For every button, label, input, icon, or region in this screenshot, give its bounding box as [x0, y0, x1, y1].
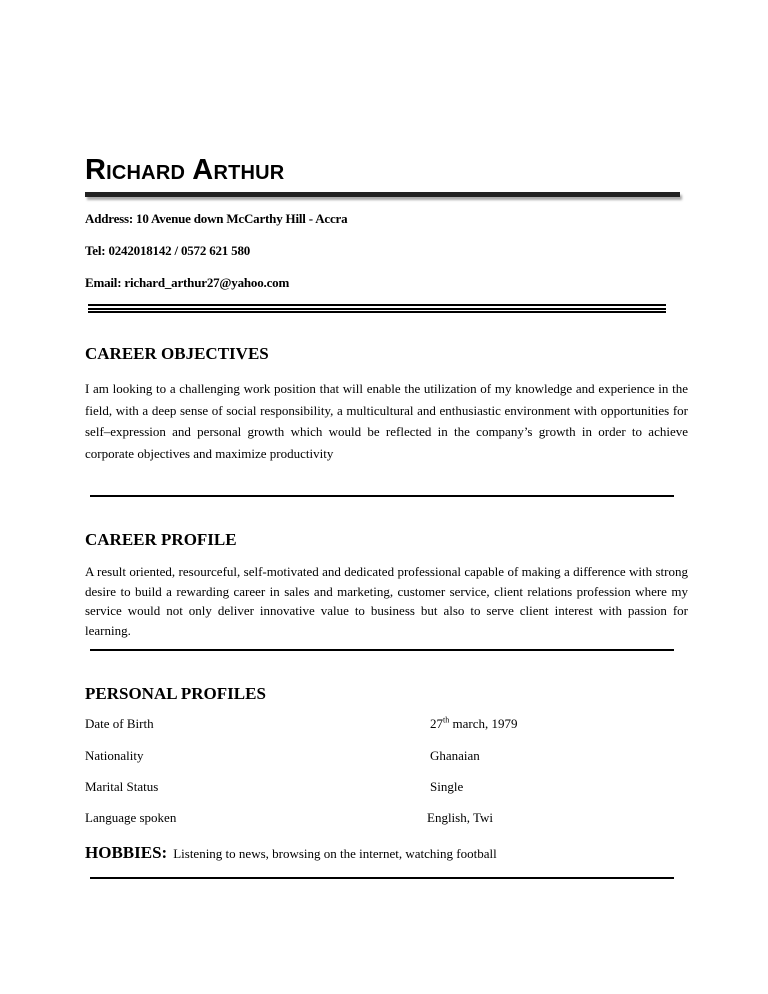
phone-line: Tel: 0242018142 / 0572 621 580	[85, 243, 251, 258]
dob-rest: march, 1979	[449, 716, 518, 731]
nationality-value: Ghanaian	[430, 748, 480, 763]
section-divider	[90, 877, 674, 879]
career-profile-text: A result oriented, resourceful, self-motivated and dedicated professional capable of making a difference with strong desire to build a rewarding career in sales and marketing, customer service, client relations profession where my service would not only deliver innovative value to business but also to serve client interest with passion for learning.	[85, 564, 688, 638]
personal-profiles-heading: PERSONAL PROFILES	[85, 684, 266, 703]
language-value: English, Twi	[427, 810, 494, 825]
marital-status-value: Single	[430, 779, 464, 794]
contact-divider	[88, 304, 666, 313]
career-objectives-heading: CAREER OBJECTIVES	[85, 344, 269, 363]
address-line: Address: 10 Avenue down McCarthy Hill - Accra	[85, 211, 348, 226]
hobbies-heading: HOBBIES:	[85, 843, 168, 862]
dob-suffix: th	[443, 715, 450, 725]
dob-value	[430, 716, 517, 732]
name-divider	[85, 192, 680, 197]
section-divider	[90, 649, 674, 651]
dob-label: Date of Birth	[85, 716, 154, 731]
hobbies-text: Listening to news, browsing on the internet, watching football	[173, 846, 497, 861]
section-divider	[90, 495, 674, 497]
candidate-name: Richard Arthur	[85, 154, 285, 186]
nationality-label: Nationality	[85, 748, 144, 763]
hobbies-line	[85, 843, 497, 863]
career-objectives-text: I am looking to a challenging work position that will enable the utilization of my knowledge and experience in the field, with a deep sense of social responsibility, a multicultural and enthusiastic environment with opportunities for self–expression and personal growth which would be reflected in the company’s growth in order to achieve corporate objectives and maximize productivity	[85, 381, 688, 461]
email-line: Email: richard_arthur27@yahoo.com	[85, 275, 290, 290]
marital-status-label: Marital Status	[85, 779, 159, 794]
career-profile-heading: CAREER PROFILE	[85, 530, 237, 549]
dob-day: 27	[430, 716, 443, 731]
language-label: Language spoken	[85, 810, 177, 825]
